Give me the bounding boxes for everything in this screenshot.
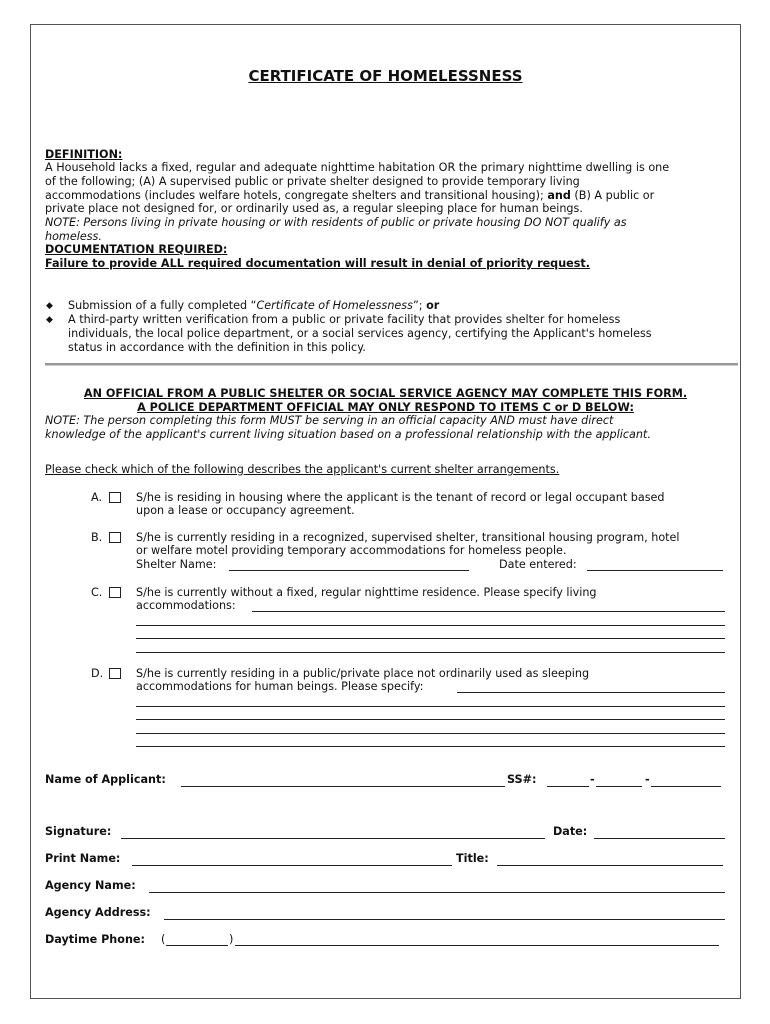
option-d-line-2: accommodations for human beings. Please specify: bbox=[136, 680, 424, 693]
title-field[interactable] bbox=[497, 865, 723, 866]
instruction-text: Please check which of the following describes the applicant's current shelter arrangements. bbox=[45, 463, 560, 476]
documentation-warning: Failure to provide ALL required documentation will result in denial of priority request. bbox=[45, 257, 590, 270]
option-b-checkbox[interactable] bbox=[109, 532, 121, 543]
ssn-separator-1: - bbox=[590, 773, 595, 786]
option-d-line-1: S/he is currently residing in a public/private place not ordinarily used as sleeping bbox=[136, 667, 590, 680]
option-c-line-2: accommodations: bbox=[136, 599, 236, 612]
option-c-specify-line-1[interactable] bbox=[252, 611, 725, 612]
option-c-specify-line-3[interactable] bbox=[136, 638, 725, 639]
bullet-1-icon: ◆ bbox=[46, 301, 53, 311]
option-d-specify-line-2[interactable] bbox=[136, 706, 725, 707]
option-d-specify-line-5[interactable] bbox=[136, 746, 725, 747]
option-a-letter: A. bbox=[91, 491, 103, 504]
phone-close-paren: ) bbox=[229, 933, 234, 946]
bullet-2-line-3: status in accordance with the definition in this policy. bbox=[68, 341, 366, 354]
definition-line-3-end: (B) A public or bbox=[574, 189, 655, 202]
official-line-1: AN OFFICIAL FROM A PUBLIC SHELTER OR SOCIAL SERVICE AGENCY MAY COMPLETE THIS FORM. bbox=[83, 387, 688, 400]
definition-line-3 bbox=[45, 189, 654, 203]
ssn-separator-2: - bbox=[645, 773, 650, 786]
bullet-2-line-1: A third-party written verification from a public or private facility that provides shelter for homeless bbox=[68, 313, 621, 326]
signature-label: Signature: bbox=[45, 825, 112, 838]
option-c-checkbox[interactable] bbox=[109, 587, 121, 598]
official-note-line-2: knowledge of the applicant's current living situation based on a professional relationship with the applicant. bbox=[45, 428, 651, 441]
agency-name-field[interactable] bbox=[149, 892, 725, 893]
option-c-line-1: S/he is currently without a fixed, regular nighttime residence. Please specify living bbox=[136, 586, 597, 599]
option-c-letter: C. bbox=[91, 586, 103, 599]
option-c-specify-line-4[interactable] bbox=[136, 652, 725, 653]
definition-line-3-text: accommodations (includes welfare hotels, congregate shelters and transitional housing); bbox=[45, 189, 544, 202]
signature-field[interactable] bbox=[121, 838, 545, 839]
option-b-line-2: or welfare motel providing temporary accommodations for homeless people. bbox=[136, 544, 567, 557]
applicant-name-label: Name of Applicant: bbox=[45, 773, 166, 786]
option-b-letter: B. bbox=[91, 531, 103, 544]
option-a-checkbox[interactable] bbox=[109, 492, 121, 503]
phone-number-field[interactable] bbox=[235, 945, 719, 946]
phone-area-code-field[interactable] bbox=[166, 945, 228, 946]
ssn-field-part-1[interactable] bbox=[547, 786, 589, 787]
agency-address-label: Agency Address: bbox=[45, 906, 151, 919]
bullet-1-pre: Submission of a fully completed “ bbox=[68, 299, 257, 312]
option-d-specify-line-1[interactable] bbox=[457, 692, 725, 693]
definition-line-2: of the following; (A) A supervised public or private shelter designed to provide temporary living bbox=[45, 175, 580, 188]
date-label: Date: bbox=[553, 825, 588, 838]
option-b-line-1: S/he is currently residing in a recognized, supervised shelter, transitional housing program, hotel bbox=[136, 531, 680, 544]
daytime-phone-label: Daytime Phone: bbox=[45, 933, 145, 946]
agency-address-field[interactable] bbox=[164, 919, 725, 920]
option-d-letter: D. bbox=[91, 667, 104, 680]
shelter-name-label: Shelter Name: bbox=[136, 558, 217, 571]
official-note-line-1: NOTE: The person completing this form MUST be serving in an official capacity AND must have direct bbox=[45, 414, 614, 427]
bullet-1-or: or bbox=[426, 299, 440, 312]
date-entered-field[interactable] bbox=[587, 570, 723, 571]
print-name-label: Print Name: bbox=[45, 852, 121, 865]
documentation-heading: DOCUMENTATION REQUIRED: bbox=[45, 243, 228, 256]
title-label: Title: bbox=[456, 852, 489, 865]
ssn-field-part-3[interactable] bbox=[651, 786, 721, 787]
bullet-2-icon: ◆ bbox=[46, 315, 53, 325]
bullet-1-form-name: Certificate of Homelessness bbox=[256, 299, 413, 312]
definition-note-line-1: NOTE: Persons living in private housing or with residents of public or private housing DO NOT qualify as bbox=[45, 216, 627, 229]
definition-and: and bbox=[547, 189, 571, 202]
option-d-specify-line-3[interactable] bbox=[136, 719, 725, 720]
bullet-1-post: ”; bbox=[412, 299, 423, 312]
definition-line-1: A Household lacks a fixed, regular and adequate nighttime habitation OR the primary nighttime dwelling is one bbox=[45, 161, 670, 174]
definition-line-4: private place not designed for, or ordinarily used as, a regular sleeping place for human beings. bbox=[45, 202, 583, 215]
bullet-1-text bbox=[68, 299, 439, 313]
option-a-line-1: S/he is residing in housing where the applicant is the tenant of record or legal occupant based bbox=[136, 491, 665, 504]
definition-heading: DEFINITION: bbox=[45, 148, 123, 161]
page-title: CERTIFICATE OF HOMELESSNESS bbox=[248, 67, 523, 85]
date-entered-label: Date entered: bbox=[499, 558, 577, 571]
shelter-name-field[interactable] bbox=[229, 570, 469, 571]
certificate-page bbox=[30, 24, 741, 999]
definition-note-line-2: homeless. bbox=[45, 230, 102, 243]
bullet-2-line-2: individuals, the local police department, or a social services agency, certifying the Applicant's homeless bbox=[68, 327, 652, 340]
option-c-specify-line-2[interactable] bbox=[136, 625, 725, 626]
option-a-line-2: upon a lease or occupancy agreement. bbox=[136, 504, 355, 517]
applicant-name-field[interactable] bbox=[181, 786, 505, 787]
option-d-checkbox[interactable] bbox=[109, 668, 121, 679]
agency-name-label: Agency Name: bbox=[45, 879, 136, 892]
date-field[interactable] bbox=[594, 838, 725, 839]
ssn-label: SS#: bbox=[507, 773, 537, 786]
print-name-field[interactable] bbox=[132, 865, 452, 866]
official-line-2: A POLICE DEPARTMENT OFFICIAL MAY ONLY RESPOND TO ITEMS C or D BELOW: bbox=[137, 401, 634, 414]
section-divider bbox=[45, 363, 738, 366]
ssn-field-part-2[interactable] bbox=[596, 786, 642, 787]
option-d-specify-line-4[interactable] bbox=[136, 733, 725, 734]
phone-open-paren: ( bbox=[161, 933, 166, 946]
